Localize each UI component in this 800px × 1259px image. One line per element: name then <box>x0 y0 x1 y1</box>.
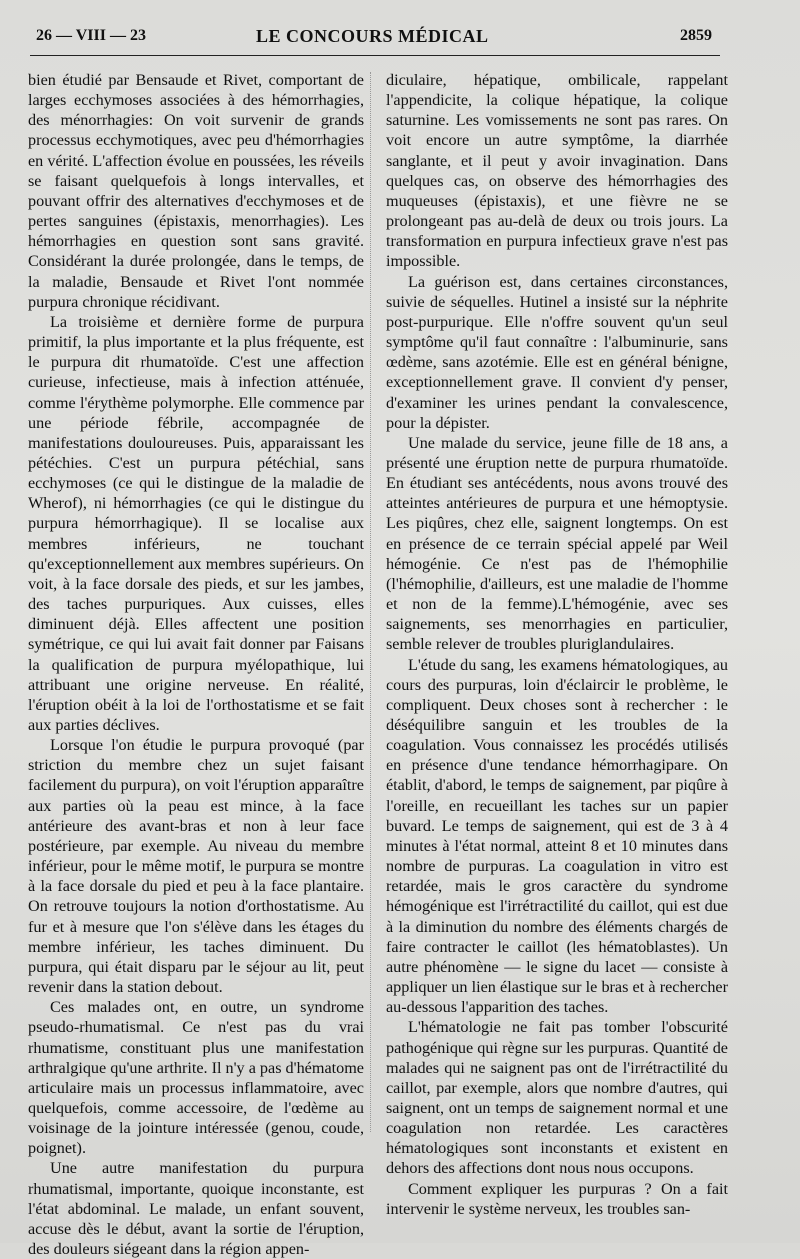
page-number: 2859 <box>680 27 712 44</box>
header-issue: 26 — VIII — 23 <box>36 27 146 44</box>
column-divider <box>370 72 371 1132</box>
left-paragraph-4: Ces malades ont, en outre, un syndrome pseudo-rhumatismal. Ce n'est pas du vrai rhumatisme, constituant plus une manifestation arthralgique qu'une arthrite. Il n'y a pas d'hématome articulaire mais un processus inflammatoire, avec quelquefois, comme accessoire, de l'œdème au voisinage de la jointure intéressée (genou, coude, poignet). <box>28 998 364 1158</box>
right-paragraph-1: diculaire, hépatique, ombilicale, rappelant l'appendicite, la colique hépatique, la colique saturnine. Les vomissements ne sont pas rares. On voit encore un autre symptôme, la diarrhée sanglante, et il peut y avoir invagination. Dans quelques cas, on observe des hémorrhagies des muqueuses (épistaxis), et une fièvre ne se prolongeant pas au-delà de deux ou trois jours. La transformation en purpura infectieux grave n'est pas impossible. <box>386 71 728 271</box>
right-paragraph-4: L'étude du sang, les examens hématologiques, au cours des purpuras, loin d'éclaircir le problème, le compliquent. Deux choses sont à rechercher : le déséquilibre sanguin et les troubles de la coagulation. Vous connaissez les procédés utilisés en présence d'une tendance hémorrhagipare. On établit, d'abord, le temps de saignement, par piqûre à l'oreille, en recueillant les taches sur un papier buvard. Le temps de saignement, qui est de 3 à 4 minutes à l'état normal, atteint 8 et 10 minutes dans nombre de purpuras. La coagulation in vitro est retardée, mais le gros caractère du syndrome hémogénique est l'irrétractilité du caillot, qui est due à la diminution du nombre des éléments chargés de faire contracter le caillot (les hématoblastes). Un autre phénomène — le signe du lacet — consiste à appliquer un lien élastique sur le bras et à rechercher au-dessous l'apparition des taches. <box>386 655 728 1017</box>
left-paragraph-5: Une autre manifestation du purpura rhumatismal, importante, quoique inconstante, est l'état abdominal. Le malade, un enfant souvent, accuse dès le début, avant la sortie de l'éruption, des douleurs siégeant dans la région appen- <box>28 1159 364 1259</box>
journal-title: LE CONCOURS MÉDICAL <box>256 26 489 46</box>
right-paragraph-5: L'hématologie ne fait pas tomber l'obscurité pathogénique qui règne sur les purpuras. Quantité de malades qui ne saignent pas ont de l'irrétractilité du caillot, par exemple, alors que nombre d'autres, qui saignent, ont un temps de saignement normal et une coagulation non retardée. Les caractères hématologiques sont inconstants et existent en dehors des affections dont nous nous occupons. <box>386 1018 728 1178</box>
header-rule <box>30 55 720 56</box>
right-column <box>386 70 728 1219</box>
right-paragraph-3: Une malade du service, jeune fille de 18 ans, a présenté une éruption nette de purpura rhumatoïde. En étudiant ses antécédents, nous avons trouvé des atteintes antérieures de purpura et une hémoptysie. Les piqûres, chez elle, saignent longtemps. On est en présence de ce terrain spécial appelé par Weil hémogénie. Ce n'est pas de l'hémophilie (l'hémophilie, d'ailleurs, est une maladie de l'homme et non de la femme).L'hémogénie, avec ses saignements, ses menorrhagies en particulier, semble relever de troubles pluriglandulaires. <box>386 433 728 654</box>
left-paragraph-3: Lorsque l'on étudie le purpura provoqué (par striction du membre chez un sujet faisant facilement du purpura), on voit l'éruption apparaître aux parties où la peau est mince, à la face antérieure des avant-bras et non à leur face postérieure, par exemple. Au niveau du membre inférieur, pour le même motif, le purpura se montre à la face dorsale du pied et peu à la face plantaire. On retrouve toujours la notion d'orthostatisme. Au fur et à mesure que l'on s'élève dans les étages du membre inférieur, les taches diminuent. Du purpura, qui était disparu par le séjour au lit, peut revenir dans la station debout. <box>28 736 364 997</box>
right-paragraph-6: Comment expliquer les purpuras ? On a fait intervenir le système nerveux, les troubles san- <box>386 1179 728 1218</box>
left-paragraph-2: La troisième et dernière forme de purpura primitif, la plus importante et la plus fréquente, est le purpura dit rhumatoïde. C'est une affection curieuse, infectieuse, mais à infection atténuée, comme l'érythème polymorphe. Elle commence par une période fébrile, accompagnée de manifestations douloureuses. Puis, apparaissant les pétéchies. C'est un purpura pétéchial, sans ecchymoses (ce qui le distingue de la maladie de Wherof), ni hémorrhagies (ce qui le distingue du purpura hémorrhagique). Il se localise aux membres inférieurs, ne touchant qu'exceptionnellement aux membres supérieurs. On voit, à la face dorsale des pieds, et sur les jambes, des taches purpuriques. Aux cuisses, elles diminuent déjà. Elles affectent une position symétrique, ce qui lui avait fait donner par Faisans la qualification de purpura myélopathique, lui attribuant une origine nerveuse. En réalité, l'éruption obéit à la loi de l'orthostatisme et se fait aux parties déclives. <box>28 312 364 734</box>
left-column <box>28 70 364 1259</box>
left-paragraph-1: bien étudié par Bensaude et Rivet, comportant de larges ecchymoses associées à des hémorrhagies, des ménorrhagies: On voit survenir de grands processus ecchymotiques, avec peu d'hémorrhagies en vérité. L'affection évolue en poussées, les réveils se faisant quelquefois à longs intervalles, et pouvant offrir des alternatives d'ecchymoses et de pertes sanguines (épistaxis, menorrhagies). Les hémorrhagies en question sont sans gravité. Considérant la durée prolongée, dans le temps, de la maladie, Bensaude et Rivet l'ont nommée purpura chronique récidivant. <box>28 71 364 311</box>
right-paragraph-2: La guérison est, dans certaines circonstances, suivie de séquelles. Hutinel a insisté sur la néphrite post-purpurique. Elle n'offre souvent qu'un seul symptôme qu'il faut connaître : l'albuminurie, sans œdème, sans azotémie. Elle est en général bénigne, exceptionnellement grave. Il convient d'y penser, d'examiner les urines pendant la convalescence, pour la dépister. <box>386 272 728 432</box>
running-header <box>36 24 712 50</box>
